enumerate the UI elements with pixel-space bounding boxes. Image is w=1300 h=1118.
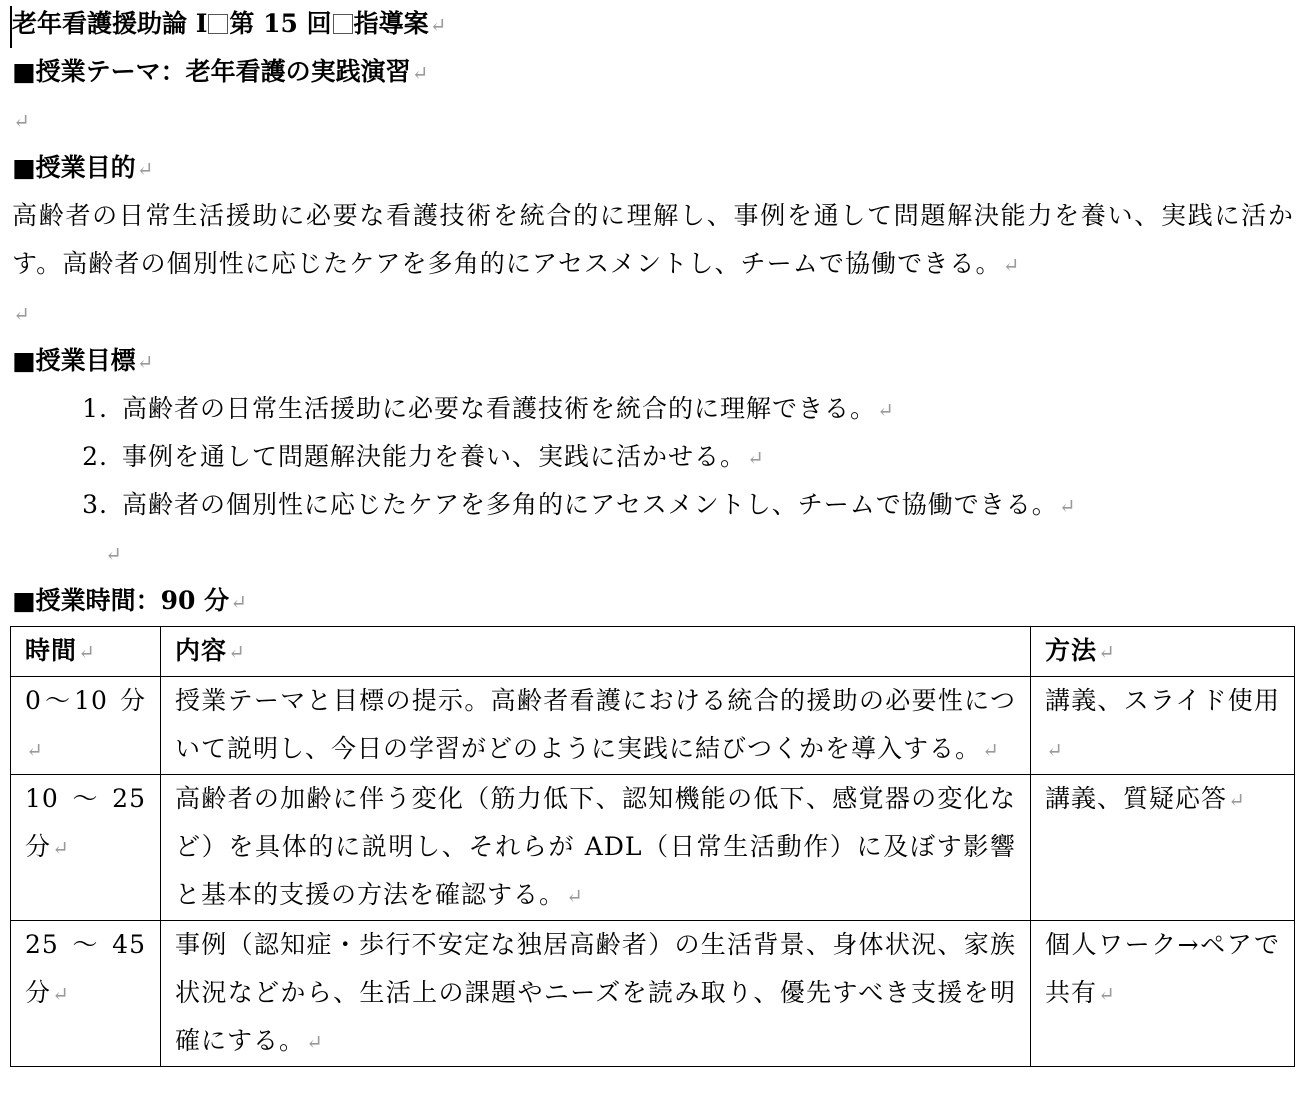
cell-method[interactable]: 講義、スライド使用↵ [1031, 677, 1295, 775]
list-item: 2. 事例を通して問題解決能力を養い、実践に活かせる。↵ [82, 442, 765, 471]
cell-mark: ↵ [52, 982, 70, 1006]
paragraph-mark: ↵ [136, 350, 154, 374]
document-page[interactable] [12, 0, 1294, 625]
space-box [208, 14, 228, 34]
theme-heading: ■授業テーマ：老年看護の実践演習↵ [12, 57, 429, 86]
paragraph-mark: ↵ [136, 157, 154, 181]
table-row [11, 677, 1295, 775]
paragraph-mark: ↵ [13, 302, 30, 326]
purpose-heading: ■授業目的↵ [12, 153, 154, 182]
cell-time[interactable]: 25～45 分↵ [11, 921, 161, 1067]
cell-mark: ↵ [1228, 788, 1246, 812]
empty-paragraph [12, 96, 1294, 144]
list-item: 1. 高齢者の日常生活援助に必要な看護技術を統合的に理解できる。↵ [82, 394, 895, 423]
paragraph-mark: ↵ [429, 13, 447, 37]
cell-content[interactable]: 高齢者の加齢に伴う変化（筋力低下、認知機能の低下、感覚器の変化など）を具体的に説明し、それらが ADL（日常生活動作）に及ぼす影響と基本的支援の方法を確認する。↵ [161, 775, 1031, 921]
cell-content[interactable]: 事例（認知症・歩行不安定な独居高齢者）の生活背景、身体状況、家族状況などから、生活上の課題やニーズを読み取り、優先すべき支援を明確にする。↵ [161, 921, 1031, 1067]
cell-time[interactable]: 0～10 分↵ [11, 677, 161, 775]
cell-mark: ↵ [78, 640, 96, 664]
cell-mark: ↵ [306, 1030, 324, 1054]
paragraph-mark: ↵ [877, 398, 895, 422]
cell-mark: ↵ [982, 738, 1000, 762]
cell-mark: ↵ [1098, 982, 1116, 1006]
paragraph-mark: ↵ [105, 542, 122, 566]
cell-mark: ↵ [1046, 738, 1064, 762]
empty-paragraph [12, 289, 1294, 337]
cell-method[interactable]: 個人ワーク→ペアで共有↵ [1031, 921, 1295, 1067]
paragraph-mark: ↵ [13, 109, 30, 133]
cell-method[interactable]: 講義、質疑応答↵ [1031, 775, 1295, 921]
header-content[interactable]: 内容↵ [161, 627, 1031, 677]
cell-mark: ↵ [566, 884, 584, 908]
paragraph-mark: ↵ [747, 446, 765, 470]
list-item: 3. 高齢者の個別性に応じたケアを多角的にアセスメントし、チームで協働できる。↵ [82, 490, 1077, 519]
document-title: 老年看護援助論 I 第 15 回 指導案↵ [12, 9, 447, 38]
paragraph-mark: ↵ [230, 590, 247, 614]
cell-content[interactable]: 授業テーマと目標の提示。高齢者看護における統合的援助の必要性について説明し、今日の学習がどのように実践に結びつくかを導入する。↵ [161, 677, 1031, 775]
goals-heading: ■授業目標↵ [12, 346, 154, 375]
paragraph-mark: ↵ [1058, 494, 1077, 518]
cell-mark: ↵ [228, 640, 246, 664]
goals-list [12, 385, 1294, 529]
paragraph-mark: ↵ [1002, 253, 1021, 277]
lesson-plan-table[interactable] [10, 626, 1295, 1067]
table-header-row [11, 627, 1295, 677]
table-row [11, 921, 1295, 1067]
header-method[interactable]: 方法↵ [1031, 627, 1295, 677]
empty-paragraph [12, 529, 1294, 577]
cell-mark: ↵ [1098, 640, 1116, 664]
time-heading: ■授業時間：90 分↵ [12, 586, 247, 615]
purpose-text: 高齢者の日常生活援助に必要な看護技術を統合的に理解し、事例を通して問題解決能力を養い、実践に活かす。高齢者の個別性に応じたケアを多角的にアセスメントし、チームで協働できる。↵ [12, 201, 1294, 278]
table-row [11, 775, 1295, 921]
paragraph-mark: ↵ [411, 61, 429, 85]
cell-mark: ↵ [52, 836, 70, 860]
cell-time[interactable]: 10～25 分↵ [11, 775, 161, 921]
cell-mark: ↵ [26, 738, 44, 762]
space-box [333, 14, 353, 34]
header-time[interactable]: 時間↵ [11, 627, 161, 677]
